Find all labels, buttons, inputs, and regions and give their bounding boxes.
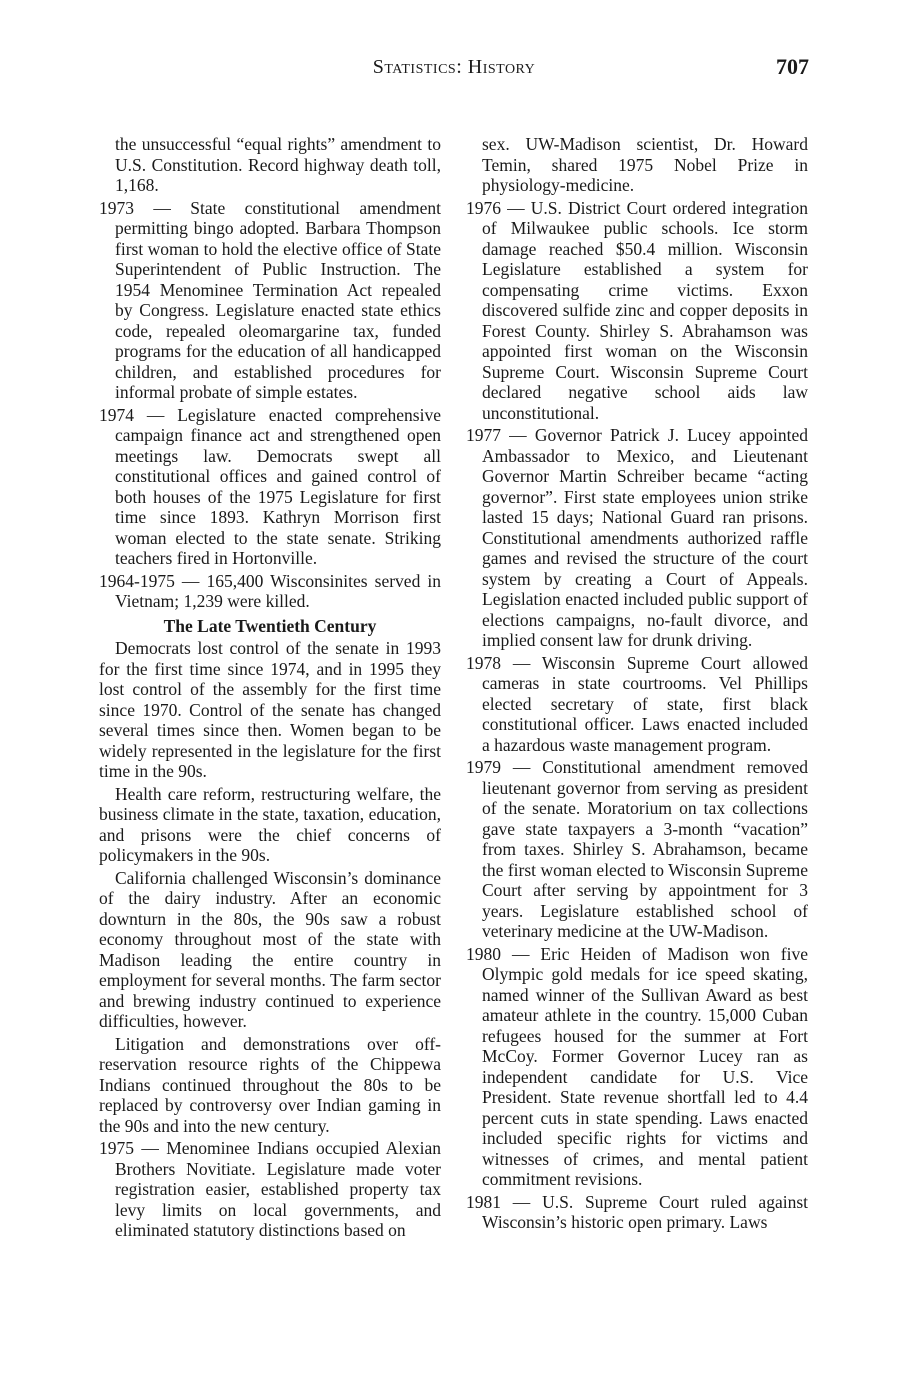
section-heading: The Late Twentieth Century (163, 615, 377, 636)
body-paragraph: Health care reform, restructuring welfare, the business climate in the state, taxation, education, and prisons were the chief concerns of policymakers in the 90s. (99, 783, 441, 865)
timeline-entry-1976: 1976 — U.S. District Court ordered integration of Milwaukee public schools. Ice storm damage reached $50.4 million. Wisconsin Legislature established a system for compensating crime victims. Exxon discovered sulfide zinc and copper deposits in Forest County. Shirley S. Abrahamson was appointed first woman on the Wisconsin Supreme Court. Wisconsin Supreme Court declared negative school aids law unconstitutional. (466, 197, 808, 423)
timeline-entry-1973: 1973 — State constitutional amendment permitting bingo adopted. Barbara Thompson first woman to hold the elective office of State Superintendent of Public Instruction. The 1954 Menominee Termination Act repealed by Congress. Legislature enacted state ethics code, repealed oleomargarine tax, funded programs for the education of all handicapped children, and established procedures for informal probate of simple estates. (99, 197, 441, 402)
body-paragraph: Democrats lost control of the senate in 1993 for the first time since 1974, and in 1995 they lost control of the assembly for the first time since 1970. Control of the senate has changed several times since then. Women began to be widely represented in the legislature for the first time in the 90s. (99, 638, 441, 781)
continued-entry: sex. UW-Madison scientist, Dr. Howard Temin, shared 1975 Nobel Prize in physiology-medicine. (482, 134, 808, 195)
timeline-entry-1977: 1977 — Governor Patrick J. Lucey appointed Ambassador to Mexico, and Lieutenant Governor Martin Schreiber became “acting governor”. First state employees union strike lasted 15 days; National Guard ran prisons. Constitutional amendments authorized raffle games and revised the structure of the court system by creating a Court of Appeals. Legislation enacted included public support of elections campaigns, no-fault divorce, and implied consent law for drunk driving. (466, 425, 808, 650)
timeline-entry-1964-1975: 1964-1975 — 165,400 Wisconsinites served in Vietnam; 1,239 were killed. (99, 570, 441, 611)
body-paragraph: California challenged Wisconsin’s dominance of the dairy industry. After an economic downturn in the 80s, the 90s saw a robust economy throughout most of the state with Madison leading the entire country in employment for several months. The farm sector and brewing industry continued to experience difficulties, however. (99, 867, 441, 1031)
timeline-entry-1981: 1981 — U.S. Supreme Court ruled against Wisconsin’s historic open primary. Laws (466, 1191, 808, 1232)
timeline-entry-1978: 1978 — Wisconsin Supreme Court allowed cameras in state courtrooms. Vel Phillips elected secretary of state, first black constitutional officer. Laws enacted included a hazardous waste management program. (466, 652, 808, 755)
page-number: 707 (776, 54, 809, 79)
timeline-entry-1975: 1975 — Menominee Indians occupied Alexian Brothers Novitiate. Legislature made voter registration easier, established property tax levy limits on local governments, and eliminated statutory distinctions based on (99, 1138, 441, 1240)
left-column (99, 134, 441, 1243)
timeline-entry-1974: 1974 — Legislature enacted comprehensive campaign finance act and strengthened open meetings law. Democrats swept all constitutional offices and gained control of both houses of the 1975 Legislature for first time since 1893. Kathryn Morrison first woman elected to the state senate. Striking teachers fired in Hortonville. (99, 404, 441, 568)
body-paragraph: Litigation and demonstrations over off-reservation resource rights of the Chippewa Indians continued throughout the 80s to be replaced by controversy over Indian gaming in the 90s and into the new century. (99, 1033, 441, 1136)
timeline-entry-1979: 1979 — Constitutional amendment removed lieutenant governor from serving as president of the senate. Moratorium on tax collections gave state taxpayers a 3-month “vacation” from taxes. Shirley S. Abrahamson, became the first woman elected to Wisconsin Supreme Court after serving by appointment for 3 years. Legislature established school of veterinary medicine at the UW-Madison. (466, 757, 808, 941)
right-column (466, 134, 808, 1235)
timeline-entry-1980: 1980 — Eric Heiden of Madison won five Olympic gold medals for ice speed skating, named winner of the Sullivan Award as best amateur athlete in the country. 15,000 Cuban refugees housed for the summer at Fort McCoy. Former Governor Lucey ran as independent candidate for U.S. Vice President. State revenue shortfall led to 4.4 percent cuts in state spending. Laws enacted included specific rights for victims and witnesses of crimes, and mental patient commitment revisions. (466, 943, 808, 1189)
continued-entry: the unsuccessful “equal rights” amendment to U.S. Constitution. Record highway death toll, 1,168. (115, 134, 441, 195)
running-head-title: Statistics: History (372, 56, 536, 78)
